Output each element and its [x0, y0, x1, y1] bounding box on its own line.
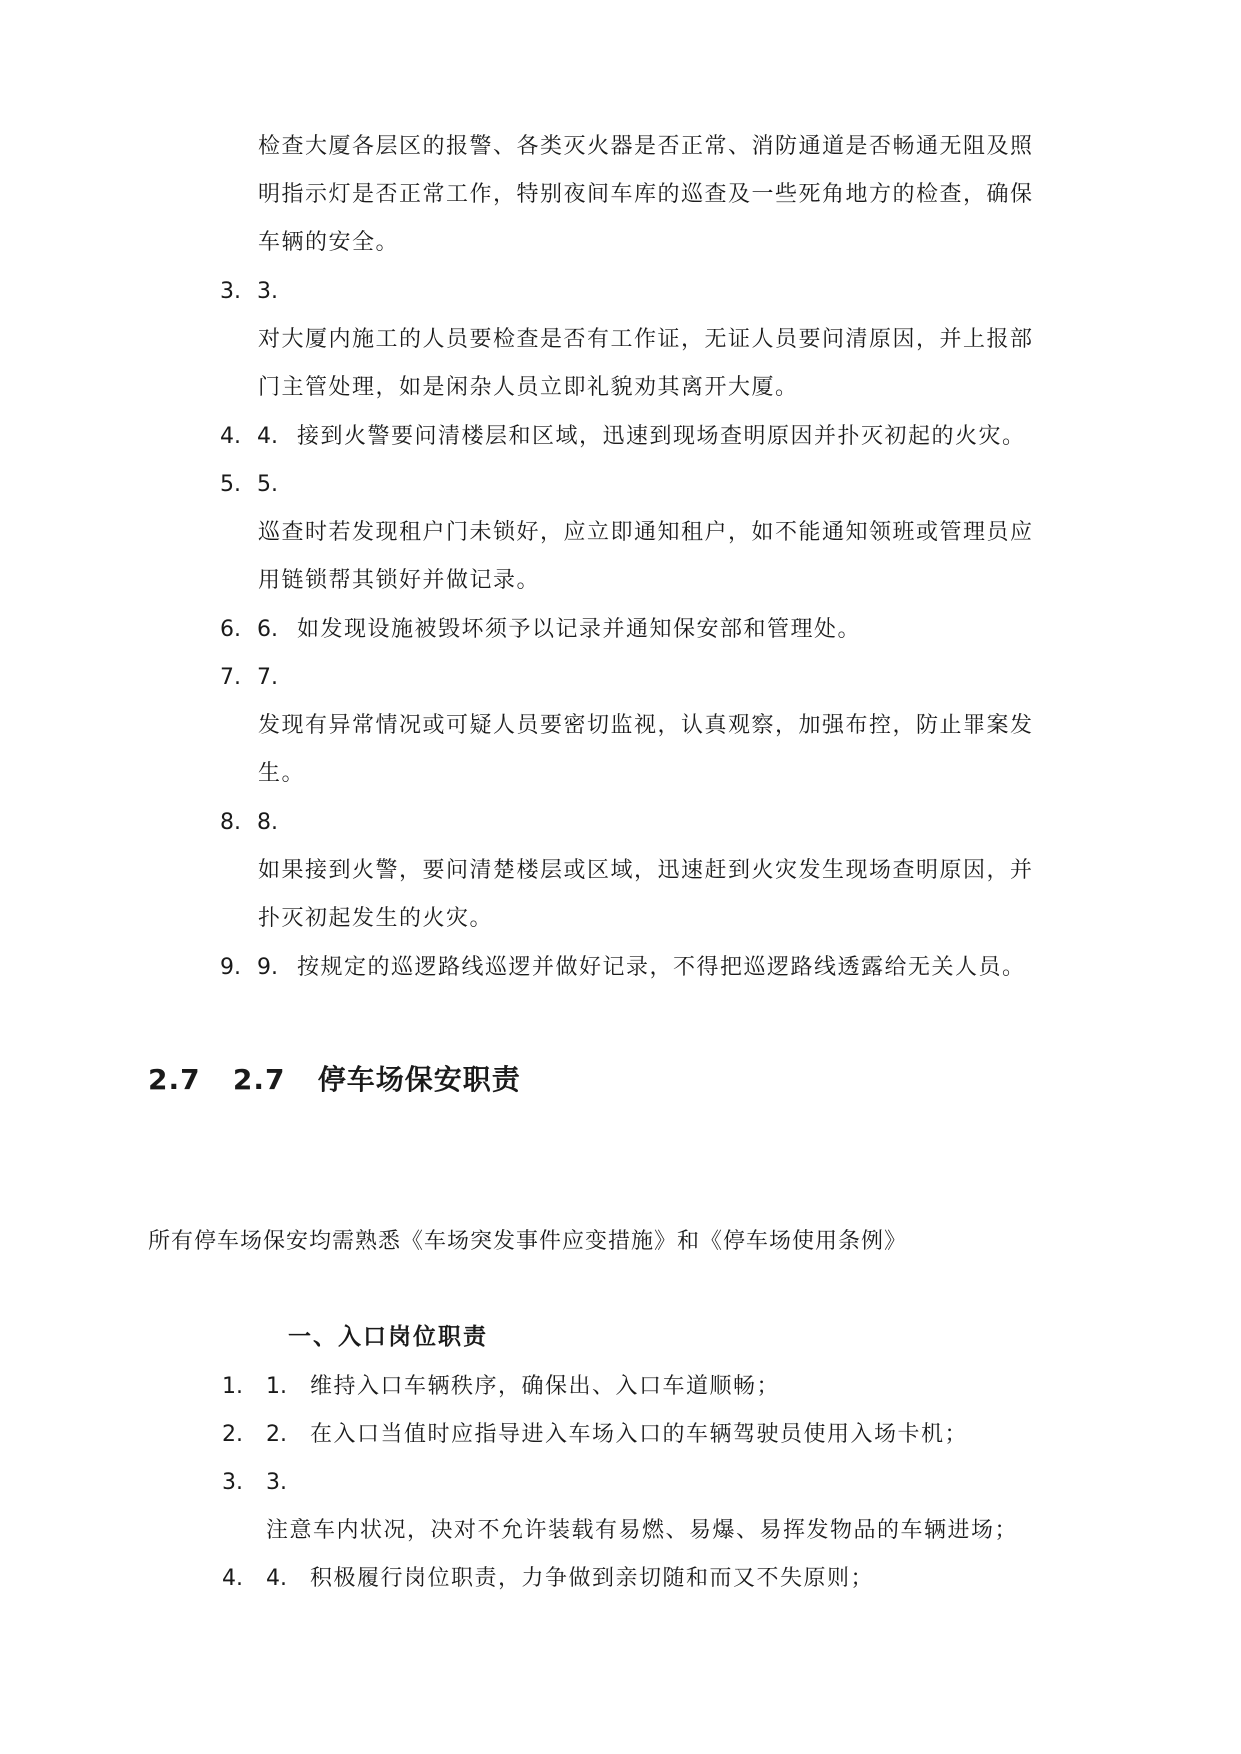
- list-a-item6-text: 如发现设施被毁坏须予以记录并通知保安部和管理处。: [297, 617, 862, 642]
- list-a-item9-label: 9.: [257, 955, 278, 980]
- list-b-item1-number: 1.: [222, 1374, 243, 1399]
- list-a-item4-label: 4.: [257, 424, 278, 449]
- list-a-item9-number: 9.: [220, 955, 241, 980]
- list-a-item7-line2: 生。: [258, 761, 306, 786]
- list-a-item5-number: 5.: [220, 472, 241, 497]
- list-a-item2-line3: 车辆的安全。: [258, 230, 400, 255]
- list-b-item3-text: 注意车内状况，决对不允许装载有易燃、易爆、易挥发物品的车辆进场；: [266, 1518, 1019, 1543]
- list-a-item8-line2: 扑灭初起发生的火灾。: [258, 906, 494, 931]
- list-b-item4-number: 4.: [222, 1566, 243, 1591]
- list-a-item7-number: 7.: [220, 665, 241, 690]
- subheading-entrance-duties: 一、入口岗位职责: [288, 1324, 488, 1350]
- list-b-item2-text: 在入口当值时应指导进入车场入口的车辆驾驶员使用入场卡机；: [310, 1422, 969, 1447]
- list-a-item6-label: 6.: [257, 617, 278, 642]
- list-b-item3-number: 3.: [222, 1470, 243, 1495]
- list-b-item1-text: 维持入口车辆秩序，确保出、入口车道顺畅；: [310, 1374, 781, 1399]
- list-a-item2-line1: 检查大厦各层区的报警、各类灭火器是否正常、消防通道是否畅通无阻及照: [258, 134, 1034, 159]
- list-b-item4-text: 积极履行岗位职责，力争做到亲切随和而又不失原则；: [310, 1566, 875, 1591]
- list-a-item4-number: 4.: [220, 424, 241, 449]
- list-a-item5-label: 5.: [257, 472, 278, 497]
- list-b-item2-label: 2.: [266, 1422, 287, 1447]
- list-b-item2-number: 2.: [222, 1422, 243, 1447]
- list-a-item3-label: 3.: [257, 279, 278, 304]
- list-a-item8-number: 8.: [220, 810, 241, 835]
- list-a-item5-line2: 用链锁帮其锁好并做记录。: [258, 568, 541, 593]
- list-a-item4-text: 接到火警要问清楼层和区域，迅速到现场查明原因并扑灭初起的火灾。: [297, 424, 1026, 449]
- list-a-item8-line1: 如果接到火警，要问清楚楼层或区域，迅速赶到火灾发生现场查明原因，并: [258, 858, 1034, 883]
- section-heading: 2.7 2.7 停车场保安职责: [148, 1063, 521, 1096]
- list-a-item3-line2: 门主管处理，如是闲杂人员立即礼貌劝其离开大厦。: [258, 375, 799, 400]
- list-a-item3-line1: 对大厦内施工的人员要检查是否有工作证，无证人员要问清原因，并上报部: [258, 327, 1034, 352]
- list-a-item3-number: 3.: [220, 279, 241, 304]
- list-a-item7-label: 7.: [257, 665, 278, 690]
- list-b-item4-label: 4.: [266, 1566, 287, 1591]
- list-a-item7-line1: 发现有异常情况或可疑人员要密切监视，认真观察，加强布控，防止罪案发: [258, 713, 1034, 738]
- list-a-item8-label: 8.: [257, 810, 278, 835]
- list-b-item3-label: 3.: [266, 1470, 287, 1495]
- intro-paragraph: 所有停车场保安均需熟悉《车场突发事件应变措施》和《停车场使用条例》: [148, 1229, 908, 1254]
- list-a-item5-line1: 巡查时若发现租户门未锁好，应立即通知租户，如不能通知领班或管理员应: [258, 520, 1034, 545]
- list-a-item6-number: 6.: [220, 617, 241, 642]
- list-a-item9-text: 按规定的巡逻路线巡逻并做好记录，不得把巡逻路线透露给无关人员。: [297, 955, 1026, 980]
- list-a-item2-line2: 明指示灯是否正常工作，特别夜间车库的巡查及一些死角地方的检查，确保: [258, 182, 1034, 207]
- list-b-item1-label: 1.: [266, 1374, 287, 1399]
